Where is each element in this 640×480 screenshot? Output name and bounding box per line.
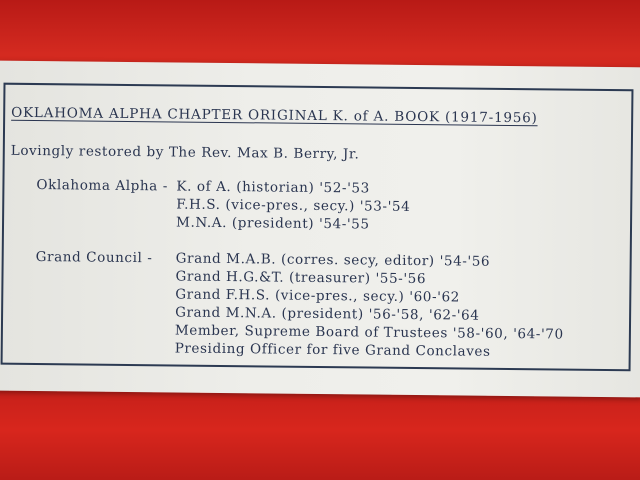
grand-council-role: Grand M.A.B. (corres. secy, editor) '54-'56 xyxy=(175,250,491,270)
grand-council-role: Member, Supreme Board of Trustees '58-'60, '64-'70 xyxy=(174,322,564,343)
grand-council-role: Grand M.N.A. (president) '56-'58, '62-'64 xyxy=(175,304,480,324)
oklahoma-alpha-role: K. of A. (historian) '52-'53 xyxy=(176,178,370,197)
paper-card xyxy=(0,61,640,398)
oklahoma-alpha-role: F.H.S. (vice-pres., secy.) '53-'54 xyxy=(176,196,411,215)
restored-by-line: Lovingly restored by The Rev. Max B. Berry, Jr. xyxy=(10,142,360,163)
oklahoma-alpha-role: M.N.A. (president) '54-'55 xyxy=(175,214,370,233)
grand-council-role: Grand H.G.&T. (treasurer) '55-'56 xyxy=(175,268,427,288)
card-title: OKLAHOMA ALPHA CHAPTER ORIGINAL K. of A. BOOK (1917-1956) xyxy=(11,104,538,127)
grand-council-role: Grand F.H.S. (vice-pres., secy.) '60-'62 xyxy=(175,286,460,306)
oklahoma-alpha-label: Oklahoma Alpha - xyxy=(36,177,169,195)
grand-council-role: Presiding Officer for five Grand Conclaves xyxy=(174,340,491,360)
grand-council-label: Grand Council - xyxy=(35,249,153,267)
